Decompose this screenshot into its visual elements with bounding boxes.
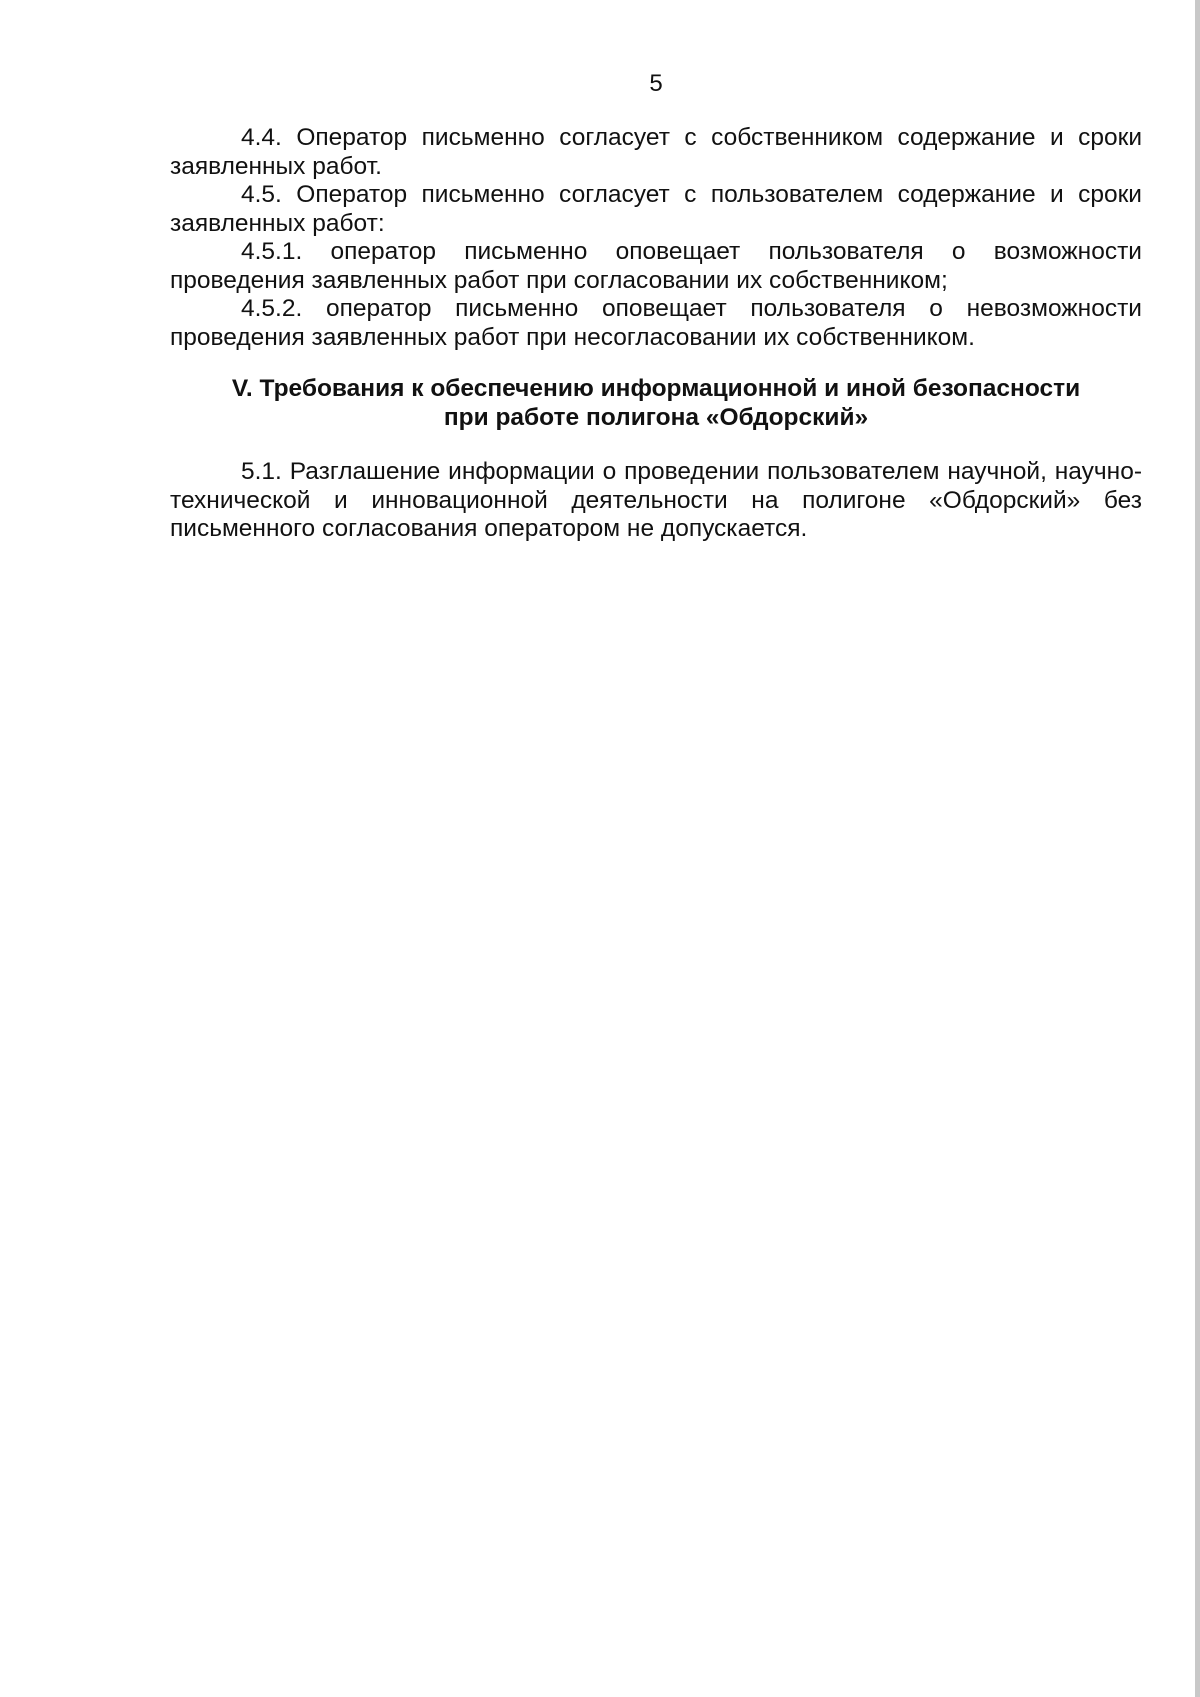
section-5-heading-line-2: при работе полигона «Обдорский» bbox=[443, 404, 869, 431]
paragraph-4-5-2: 4.5.2. оператор письменно оповещает пользователя о невозможности проведения заявленных работ при несогласовании их собственником. bbox=[170, 295, 1142, 351]
section-5-heading-line-1: V. Требования к обеспечению информационной и иной безопасности bbox=[231, 375, 1081, 402]
paragraph-4-4: 4.4. Оператор письменно согласует с собственником содержание и сроки заявленных работ. bbox=[170, 124, 1142, 180]
page-edge bbox=[1195, 0, 1200, 1697]
paragraph-5-1: 5.1. Разглашение информации о проведении пользователем научной, научно-технической и инновационной деятельности на полигоне «Обдорский» без письменного согласования оператором не допускается. bbox=[170, 458, 1142, 542]
page-number: 5 bbox=[649, 70, 663, 97]
paragraph-4-5-1: 4.5.1. оператор письменно оповещает пользователя о возможности проведения заявленных работ при согласовании их собственником; bbox=[170, 238, 1142, 294]
paragraph-4-5: 4.5. Оператор письменно согласует с пользователем содержание и сроки заявленных работ: bbox=[170, 181, 1142, 237]
document-body bbox=[170, 124, 1142, 544]
section-5-heading bbox=[170, 374, 1142, 432]
